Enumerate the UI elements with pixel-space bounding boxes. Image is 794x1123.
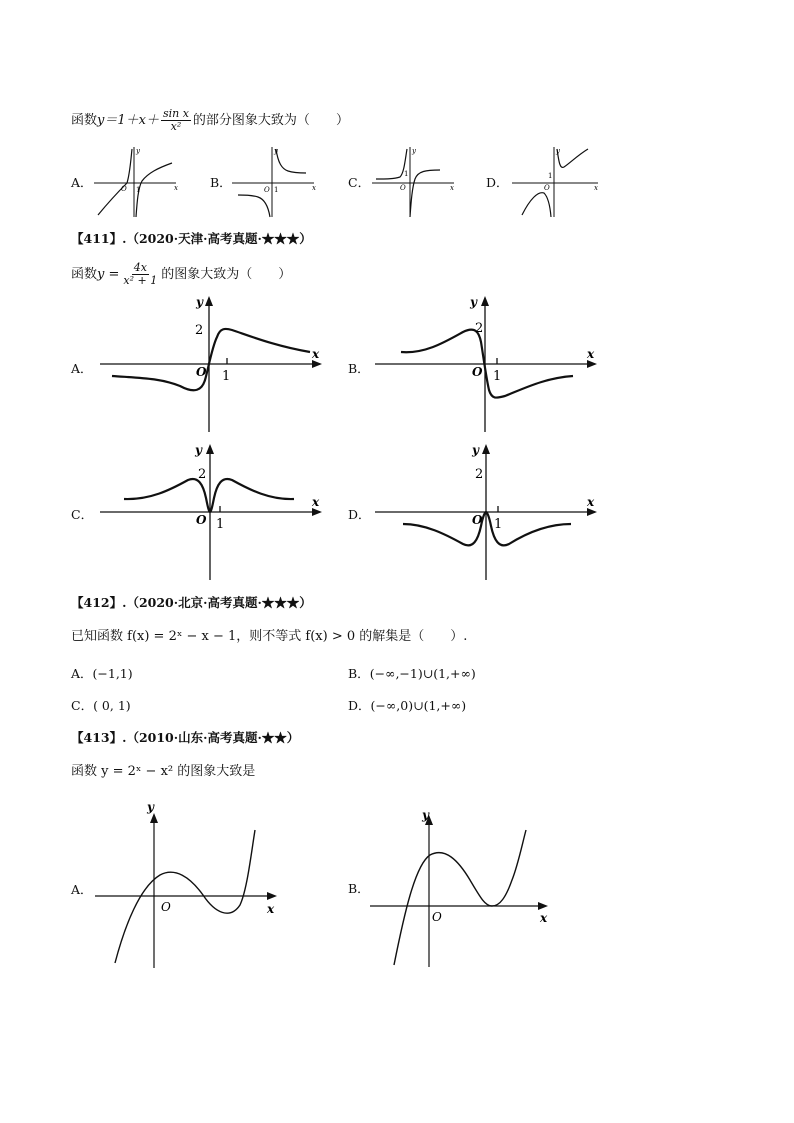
q413-header: 【413】.（2010·山东·高考真题·★★） xyxy=(71,730,300,745)
q413-option-b-label: B． xyxy=(348,881,370,896)
tick-one-label: 1 xyxy=(494,517,503,532)
origin-label: O xyxy=(196,365,207,379)
tick-one-label: 1 xyxy=(493,369,502,384)
q410-option-b-label: B． xyxy=(210,175,232,190)
q410-graph-a xyxy=(92,143,182,218)
origin-label: O xyxy=(544,184,550,192)
q410-option-c-label: C． xyxy=(348,175,371,190)
x-axis-label: x xyxy=(267,902,275,916)
x-axis-label: x xyxy=(312,495,320,509)
q412-option-b: B．(−∞,−1)∪(1,+∞) xyxy=(348,666,476,681)
q410-graph-c xyxy=(370,143,460,218)
origin-label: O xyxy=(472,513,483,527)
q411-graph-b xyxy=(375,292,605,432)
x-axis-label: x xyxy=(450,184,454,192)
q410-graph-b xyxy=(230,143,320,218)
x-axis-label: x xyxy=(540,911,548,925)
y-axis-label: y xyxy=(136,147,140,155)
q411-option-a-label: A． xyxy=(71,361,93,376)
q412-header: 【412】.（2020·北京·高考真题·★★★） xyxy=(71,595,312,610)
x-axis-label: x xyxy=(174,184,178,192)
tick-one-label: 1 xyxy=(274,186,279,194)
q410-option-a-label: A． xyxy=(71,175,93,190)
origin-label: O xyxy=(196,513,207,527)
q413-stem: 函数 y = 2ˣ − x² 的图象大致是 xyxy=(71,764,256,779)
q410-option-d-label: D． xyxy=(486,175,509,190)
tick-one-label: 1 xyxy=(548,172,553,180)
y-axis-label: y xyxy=(556,147,560,155)
tick-one-label: 1 xyxy=(404,170,409,178)
y-axis-label: y xyxy=(195,443,202,457)
y-axis-label: y xyxy=(472,443,479,457)
q413-graph-b xyxy=(370,805,560,970)
q410-stem: 函数y＝1＋x＋ $\frac{\text{sin x}}{\text{x²}}$ 的部分图象大致为（ ） xyxy=(71,107,349,133)
tick-two-label: 2 xyxy=(198,467,207,482)
tick-one-label: 1 xyxy=(216,517,225,532)
q412-option-a: A．(−1,1) xyxy=(71,666,133,681)
origin-label: O xyxy=(400,184,406,192)
y-axis-label: y xyxy=(412,147,416,155)
q411-option-c-label: C． xyxy=(71,507,94,522)
q412-option-d: D．(−∞,0)∪(1,+∞) xyxy=(348,698,467,713)
x-axis-label: x xyxy=(312,184,316,192)
y-axis-label: y xyxy=(274,147,278,155)
x-axis-label: x xyxy=(587,495,595,509)
origin-label: O xyxy=(161,900,171,914)
y-axis-label: y xyxy=(470,295,477,309)
q411-option-d-label: D． xyxy=(348,507,371,522)
y-axis-label: y xyxy=(422,808,429,822)
q413-graph-a xyxy=(95,795,285,970)
q412-stem: 已知函数 f(x) = 2ˣ − x − 1，则不等式 f(x) > 0 的解集是（ ）. xyxy=(71,629,468,644)
tick-two-label: 2 xyxy=(195,323,204,338)
q411-graph-a xyxy=(100,292,330,432)
origin-label: O xyxy=(472,365,483,379)
tick-two-label: 2 xyxy=(475,321,484,336)
x-axis-label: x xyxy=(594,184,598,192)
x-axis-label: x xyxy=(587,347,595,361)
q411-header: 【411】.（2020·天津·高考真题·★★★） xyxy=(71,231,312,246)
y-axis-label: y xyxy=(147,800,154,814)
q412-option-c: C．( 0, 1) xyxy=(71,698,131,713)
tick-one-label: 1 xyxy=(136,186,141,194)
x-axis-label: x xyxy=(312,347,320,361)
y-axis-label: y xyxy=(196,295,203,309)
q411-graph-d xyxy=(375,440,605,580)
tick-two-label: 2 xyxy=(475,467,484,482)
q411-option-b-label: B． xyxy=(348,361,370,376)
q413-option-a-label: A． xyxy=(71,882,93,897)
q411-graph-c xyxy=(100,440,330,580)
origin-label: O xyxy=(264,186,270,194)
origin-label: O xyxy=(432,910,442,924)
tick-one-label: 1 xyxy=(222,369,231,384)
origin-label: O xyxy=(121,185,127,193)
q411-stem: 函数y = $\frac{4x}{\text{x² + 1}}$ 的图象大致为（ ） xyxy=(71,261,292,287)
q410-graph-d xyxy=(510,143,600,218)
